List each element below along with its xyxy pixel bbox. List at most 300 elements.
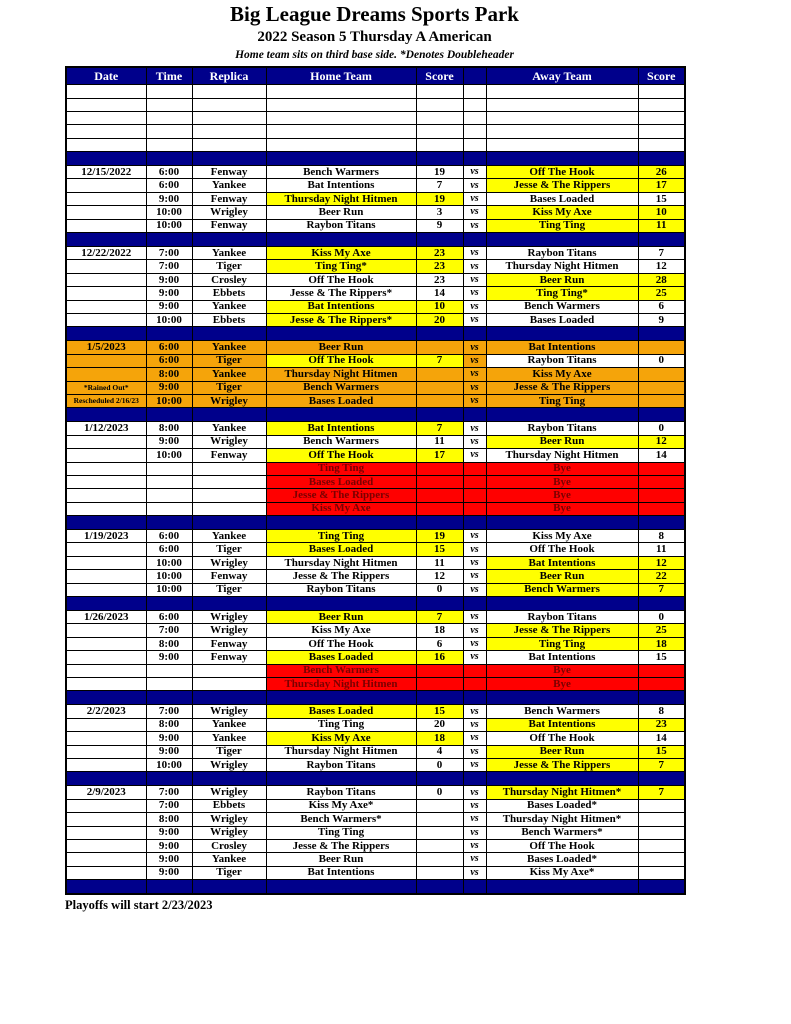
replica-cell: Crosley xyxy=(192,273,266,286)
home-team-cell: Ting Ting xyxy=(266,826,416,839)
game-row xyxy=(66,314,685,327)
game-row xyxy=(66,826,685,839)
home-team-cell: Beer Run xyxy=(266,206,416,219)
home-score-cell xyxy=(416,813,463,826)
time-cell: 9:00 xyxy=(146,826,192,839)
blank-row xyxy=(66,111,685,124)
game-row xyxy=(66,543,685,556)
replica-cell: Wrigley xyxy=(192,611,266,624)
away-score-cell xyxy=(638,475,685,488)
game-row xyxy=(66,422,685,435)
time-cell xyxy=(146,233,192,247)
away-team-cell xyxy=(486,152,638,166)
vs-cell xyxy=(463,880,486,894)
replica-cell: Tiger xyxy=(192,354,266,367)
time-cell: 9:00 xyxy=(146,866,192,879)
home-team-cell: Beer Run xyxy=(266,853,416,866)
replica-cell: Yankee xyxy=(192,341,266,354)
time-cell: 8:00 xyxy=(146,718,192,731)
replica-cell xyxy=(192,691,266,705)
date-cell xyxy=(66,179,146,192)
date-cell xyxy=(66,314,146,327)
home-score-cell xyxy=(416,85,463,98)
time-cell: 9:00 xyxy=(146,853,192,866)
away-score-cell xyxy=(638,597,685,611)
away-team-cell: Bye xyxy=(486,664,638,677)
away-score-cell xyxy=(638,408,685,422)
away-team-cell: Ting Ting xyxy=(486,219,638,232)
game-row xyxy=(66,354,685,367)
date-cell xyxy=(66,772,146,786)
replica-cell: Ebbets xyxy=(192,799,266,812)
vs-cell: vs xyxy=(463,732,486,745)
away-score-cell: 7 xyxy=(638,247,685,260)
column-header-replica: Replica xyxy=(192,67,266,85)
home-team-cell xyxy=(266,597,416,611)
home-team-cell: Off The Hook xyxy=(266,273,416,286)
home-team-cell xyxy=(266,880,416,894)
date-cell xyxy=(66,138,146,151)
time-cell xyxy=(146,85,192,98)
vs-cell: vs xyxy=(463,530,486,543)
home-team-cell: Ting Ting xyxy=(266,530,416,543)
date-cell: Rescheduled 2/16/23 xyxy=(66,394,146,407)
home-score-cell xyxy=(416,408,463,422)
away-score-cell xyxy=(638,138,685,151)
time-cell xyxy=(146,664,192,677)
time-cell xyxy=(146,462,192,475)
away-team-cell: Off The Hook xyxy=(486,166,638,179)
home-score-cell xyxy=(416,489,463,502)
game-row xyxy=(66,611,685,624)
away-score-cell: 10 xyxy=(638,206,685,219)
time-cell: 10:00 xyxy=(146,449,192,462)
date-cell xyxy=(66,813,146,826)
time-cell xyxy=(146,327,192,341)
home-team-cell xyxy=(266,516,416,530)
vs-cell xyxy=(463,597,486,611)
away-team-cell: Jesse & The Rippers xyxy=(486,179,638,192)
away-team-cell xyxy=(486,516,638,530)
date-cell xyxy=(66,449,146,462)
date-cell xyxy=(66,300,146,313)
home-score-cell xyxy=(416,125,463,138)
home-team-cell: Raybon Titans xyxy=(266,583,416,596)
away-team-cell xyxy=(486,111,638,124)
away-team-cell xyxy=(486,233,638,247)
date-cell xyxy=(66,543,146,556)
away-team-cell xyxy=(486,327,638,341)
date-cell xyxy=(66,826,146,839)
vs-cell: vs xyxy=(463,853,486,866)
away-team-cell: Bases Loaded* xyxy=(486,853,638,866)
home-score-cell xyxy=(416,111,463,124)
time-cell xyxy=(146,138,192,151)
date-cell xyxy=(66,556,146,569)
away-score-cell xyxy=(638,516,685,530)
replica-cell xyxy=(192,125,266,138)
away-team-cell: Bye xyxy=(486,462,638,475)
away-team-cell: Bat Intentions xyxy=(486,556,638,569)
vs-cell xyxy=(463,475,486,488)
replica-cell: Yankee xyxy=(192,368,266,381)
vs-cell: vs xyxy=(463,651,486,664)
home-team-cell: Kiss My Axe xyxy=(266,502,416,515)
away-score-cell: 25 xyxy=(638,287,685,300)
date-cell xyxy=(66,799,146,812)
home-team-cell xyxy=(266,772,416,786)
replica-cell: Tiger xyxy=(192,543,266,556)
time-cell xyxy=(146,111,192,124)
home-score-cell xyxy=(416,502,463,515)
vs-cell xyxy=(463,677,486,690)
time-cell: 8:00 xyxy=(146,368,192,381)
column-header-date: Date xyxy=(66,67,146,85)
date-cell: 1/12/2023 xyxy=(66,422,146,435)
vs-cell: vs xyxy=(463,219,486,232)
away-score-cell: 8 xyxy=(638,705,685,718)
vs-cell xyxy=(463,489,486,502)
away-team-cell: Jesse & The Rippers xyxy=(486,758,638,771)
game-row xyxy=(66,247,685,260)
vs-cell: vs xyxy=(463,314,486,327)
date-cell xyxy=(66,98,146,111)
home-score-cell: 17 xyxy=(416,449,463,462)
home-team-cell: Ting Ting xyxy=(266,718,416,731)
game-row xyxy=(66,449,685,462)
replica-cell: Crosley xyxy=(192,839,266,852)
home-score-cell xyxy=(416,839,463,852)
home-score-cell: 19 xyxy=(416,192,463,205)
page-subtitle: 2022 Season 5 Thursday A American xyxy=(257,29,492,46)
separator-row xyxy=(66,880,685,894)
game-row xyxy=(66,530,685,543)
home-team-cell xyxy=(266,327,416,341)
date-cell xyxy=(66,489,146,502)
home-team-cell: Jesse & The Rippers* xyxy=(266,314,416,327)
home-score-cell: 23 xyxy=(416,247,463,260)
home-team-cell: Thursday Night Hitmen xyxy=(266,556,416,569)
away-team-cell: Ting Ting xyxy=(486,637,638,650)
replica-cell xyxy=(192,664,266,677)
away-score-cell: 0 xyxy=(638,422,685,435)
separator-row xyxy=(66,691,685,705)
replica-cell: Fenway xyxy=(192,449,266,462)
replica-cell: Yankee xyxy=(192,732,266,745)
home-score-cell: 4 xyxy=(416,745,463,758)
vs-cell: vs xyxy=(463,179,486,192)
game-row xyxy=(66,866,685,879)
home-score-cell: 10 xyxy=(416,300,463,313)
replica-cell: Fenway xyxy=(192,166,266,179)
vs-cell: vs xyxy=(463,583,486,596)
away-team-cell: Beer Run xyxy=(486,570,638,583)
date-cell xyxy=(66,516,146,530)
time-cell: 9:00 xyxy=(146,273,192,286)
vs-cell: vs xyxy=(463,435,486,448)
time-cell: 7:00 xyxy=(146,799,192,812)
schedule-table xyxy=(65,66,686,895)
replica-cell: Yankee xyxy=(192,718,266,731)
home-score-cell: 18 xyxy=(416,624,463,637)
away-score-cell: 12 xyxy=(638,556,685,569)
game-row xyxy=(66,786,685,799)
home-team-cell: Bases Loaded xyxy=(266,394,416,407)
game-row xyxy=(66,287,685,300)
away-team-cell: Bye xyxy=(486,475,638,488)
home-score-cell xyxy=(416,880,463,894)
away-score-cell xyxy=(638,880,685,894)
time-cell xyxy=(146,597,192,611)
date-cell xyxy=(66,475,146,488)
separator-row xyxy=(66,152,685,166)
away-team-cell: Jesse & The Rippers xyxy=(486,381,638,394)
home-score-cell: 7 xyxy=(416,354,463,367)
separator-row xyxy=(66,327,685,341)
time-cell: 6:00 xyxy=(146,611,192,624)
home-team-cell: Thursday Night Hitmen xyxy=(266,192,416,205)
replica-cell: Yankee xyxy=(192,300,266,313)
away-team-cell: Beer Run xyxy=(486,745,638,758)
replica-cell: Yankee xyxy=(192,853,266,866)
away-score-cell xyxy=(638,233,685,247)
home-score-cell xyxy=(416,826,463,839)
home-team-cell: Bench Warmers* xyxy=(266,813,416,826)
time-cell: 7:00 xyxy=(146,786,192,799)
date-cell xyxy=(66,368,146,381)
vs-cell xyxy=(463,664,486,677)
date-cell xyxy=(66,287,146,300)
date-cell xyxy=(66,732,146,745)
bye-row xyxy=(66,677,685,690)
vs-cell: vs xyxy=(463,287,486,300)
away-team-cell xyxy=(486,880,638,894)
time-cell: 6:00 xyxy=(146,354,192,367)
replica-cell xyxy=(192,233,266,247)
date-cell xyxy=(66,233,146,247)
away-team-cell: Bench Warmers xyxy=(486,583,638,596)
away-team-cell xyxy=(486,408,638,422)
header-row xyxy=(66,67,685,85)
replica-cell: Tiger xyxy=(192,260,266,273)
date-cell xyxy=(66,758,146,771)
home-score-cell: 6 xyxy=(416,637,463,650)
time-cell: 9:00 xyxy=(146,381,192,394)
game-row xyxy=(66,260,685,273)
date-cell xyxy=(66,111,146,124)
home-team-cell: Ting Ting* xyxy=(266,260,416,273)
away-score-cell: 18 xyxy=(638,637,685,650)
vs-cell: vs xyxy=(463,260,486,273)
home-score-cell xyxy=(416,597,463,611)
replica-cell: Yankee xyxy=(192,179,266,192)
date-cell: *Rained Out* xyxy=(66,381,146,394)
schedule-body xyxy=(66,85,685,894)
playoffs-note: Playoffs will start 2/23/2023 xyxy=(65,897,213,912)
replica-cell: Fenway xyxy=(192,570,266,583)
away-score-cell xyxy=(638,866,685,879)
home-score-cell: 23 xyxy=(416,273,463,286)
time-cell: 7:00 xyxy=(146,260,192,273)
home-score-cell: 0 xyxy=(416,583,463,596)
time-cell: 9:00 xyxy=(146,745,192,758)
away-score-cell xyxy=(638,111,685,124)
away-team-cell: Thursday Night Hitmen xyxy=(486,260,638,273)
replica-cell: Wrigley xyxy=(192,813,266,826)
vs-cell: vs xyxy=(463,786,486,799)
away-score-cell: 7 xyxy=(638,583,685,596)
away-score-cell xyxy=(638,502,685,515)
blank-row xyxy=(66,138,685,151)
replica-cell: Wrigley xyxy=(192,206,266,219)
home-score-cell xyxy=(416,475,463,488)
game-row xyxy=(66,394,685,407)
away-score-cell xyxy=(638,368,685,381)
replica-cell: Wrigley xyxy=(192,705,266,718)
replica-cell xyxy=(192,772,266,786)
away-score-cell xyxy=(638,799,685,812)
home-team-cell xyxy=(266,98,416,111)
home-team-cell: Off The Hook xyxy=(266,637,416,650)
away-team-cell: Bye xyxy=(486,489,638,502)
away-team-cell: Kiss My Axe xyxy=(486,206,638,219)
game-row xyxy=(66,570,685,583)
date-cell xyxy=(66,408,146,422)
date-cell xyxy=(66,745,146,758)
away-team-cell: Bases Loaded* xyxy=(486,799,638,812)
date-cell xyxy=(66,260,146,273)
away-score-cell: 22 xyxy=(638,570,685,583)
vs-cell: vs xyxy=(463,570,486,583)
replica-cell: Wrigley xyxy=(192,786,266,799)
column-header-home-team: Home Team xyxy=(266,67,416,85)
time-cell xyxy=(146,502,192,515)
away-score-cell: 26 xyxy=(638,166,685,179)
game-row xyxy=(66,718,685,731)
blank-row xyxy=(66,85,685,98)
away-score-cell xyxy=(638,394,685,407)
home-score-cell xyxy=(416,772,463,786)
game-row xyxy=(66,368,685,381)
home-score-cell: 15 xyxy=(416,543,463,556)
away-team-cell: Bat Intentions xyxy=(486,651,638,664)
replica-cell xyxy=(192,85,266,98)
home-score-cell xyxy=(416,677,463,690)
away-team-cell xyxy=(486,597,638,611)
replica-cell: Fenway xyxy=(192,219,266,232)
separator-row xyxy=(66,597,685,611)
vs-cell: vs xyxy=(463,422,486,435)
date-cell xyxy=(66,219,146,232)
away-team-cell: Bench Warmers xyxy=(486,300,638,313)
away-team-cell: Bases Loaded xyxy=(486,314,638,327)
vs-cell: vs xyxy=(463,718,486,731)
time-cell xyxy=(146,475,192,488)
vs-cell: vs xyxy=(463,543,486,556)
away-score-cell xyxy=(638,462,685,475)
vs-cell: vs xyxy=(463,556,486,569)
time-cell xyxy=(146,516,192,530)
date-cell: 12/22/2022 xyxy=(66,247,146,260)
away-score-cell xyxy=(638,691,685,705)
away-team-cell xyxy=(486,125,638,138)
away-score-cell xyxy=(638,327,685,341)
vs-cell: vs xyxy=(463,745,486,758)
away-score-cell: 6 xyxy=(638,300,685,313)
away-team-cell: Bench Warmers* xyxy=(486,826,638,839)
vs-cell xyxy=(463,327,486,341)
home-score-cell: 3 xyxy=(416,206,463,219)
replica-cell: Tiger xyxy=(192,583,266,596)
date-cell xyxy=(66,880,146,894)
home-team-cell: Bases Loaded xyxy=(266,651,416,664)
away-score-cell: 17 xyxy=(638,179,685,192)
replica-cell xyxy=(192,408,266,422)
vs-cell xyxy=(463,233,486,247)
home-score-cell: 9 xyxy=(416,219,463,232)
away-team-cell xyxy=(486,98,638,111)
game-row xyxy=(66,273,685,286)
home-score-cell: 11 xyxy=(416,556,463,569)
away-score-cell: 28 xyxy=(638,273,685,286)
replica-cell xyxy=(192,98,266,111)
home-team-cell: Bat Intentions xyxy=(266,179,416,192)
away-team-cell: Bat Intentions xyxy=(486,718,638,731)
time-cell xyxy=(146,691,192,705)
bye-row xyxy=(66,664,685,677)
away-score-cell xyxy=(638,826,685,839)
home-team-cell: Kiss My Axe xyxy=(266,247,416,260)
away-team-cell: Thursday Night Hitmen* xyxy=(486,786,638,799)
home-team-cell: Bases Loaded xyxy=(266,543,416,556)
replica-cell: Tiger xyxy=(192,381,266,394)
date-cell xyxy=(66,502,146,515)
bye-row xyxy=(66,462,685,475)
vs-cell: vs xyxy=(463,705,486,718)
column-header-time: Time xyxy=(146,67,192,85)
home-team-cell: Kiss My Axe xyxy=(266,732,416,745)
home-team-cell xyxy=(266,85,416,98)
away-score-cell xyxy=(638,489,685,502)
away-score-cell xyxy=(638,772,685,786)
away-team-cell: Off The Hook xyxy=(486,543,638,556)
time-cell: 6:00 xyxy=(146,179,192,192)
game-row xyxy=(66,583,685,596)
time-cell: 10:00 xyxy=(146,206,192,219)
game-row xyxy=(66,300,685,313)
home-score-cell: 0 xyxy=(416,786,463,799)
time-cell: 7:00 xyxy=(146,247,192,260)
time-cell: 10:00 xyxy=(146,583,192,596)
home-team-cell: Beer Run xyxy=(266,611,416,624)
game-row xyxy=(66,166,685,179)
game-row xyxy=(66,839,685,852)
time-cell xyxy=(146,408,192,422)
date-cell: 2/9/2023 xyxy=(66,786,146,799)
away-score-cell xyxy=(638,152,685,166)
home-score-cell: 19 xyxy=(416,166,463,179)
vs-cell: vs xyxy=(463,449,486,462)
home-team-cell xyxy=(266,111,416,124)
vs-cell xyxy=(463,138,486,151)
vs-cell xyxy=(463,111,486,124)
time-cell xyxy=(146,772,192,786)
replica-cell xyxy=(192,880,266,894)
vs-cell: vs xyxy=(463,758,486,771)
vs-cell xyxy=(463,85,486,98)
home-team-cell xyxy=(266,408,416,422)
date-cell: 1/5/2023 xyxy=(66,341,146,354)
